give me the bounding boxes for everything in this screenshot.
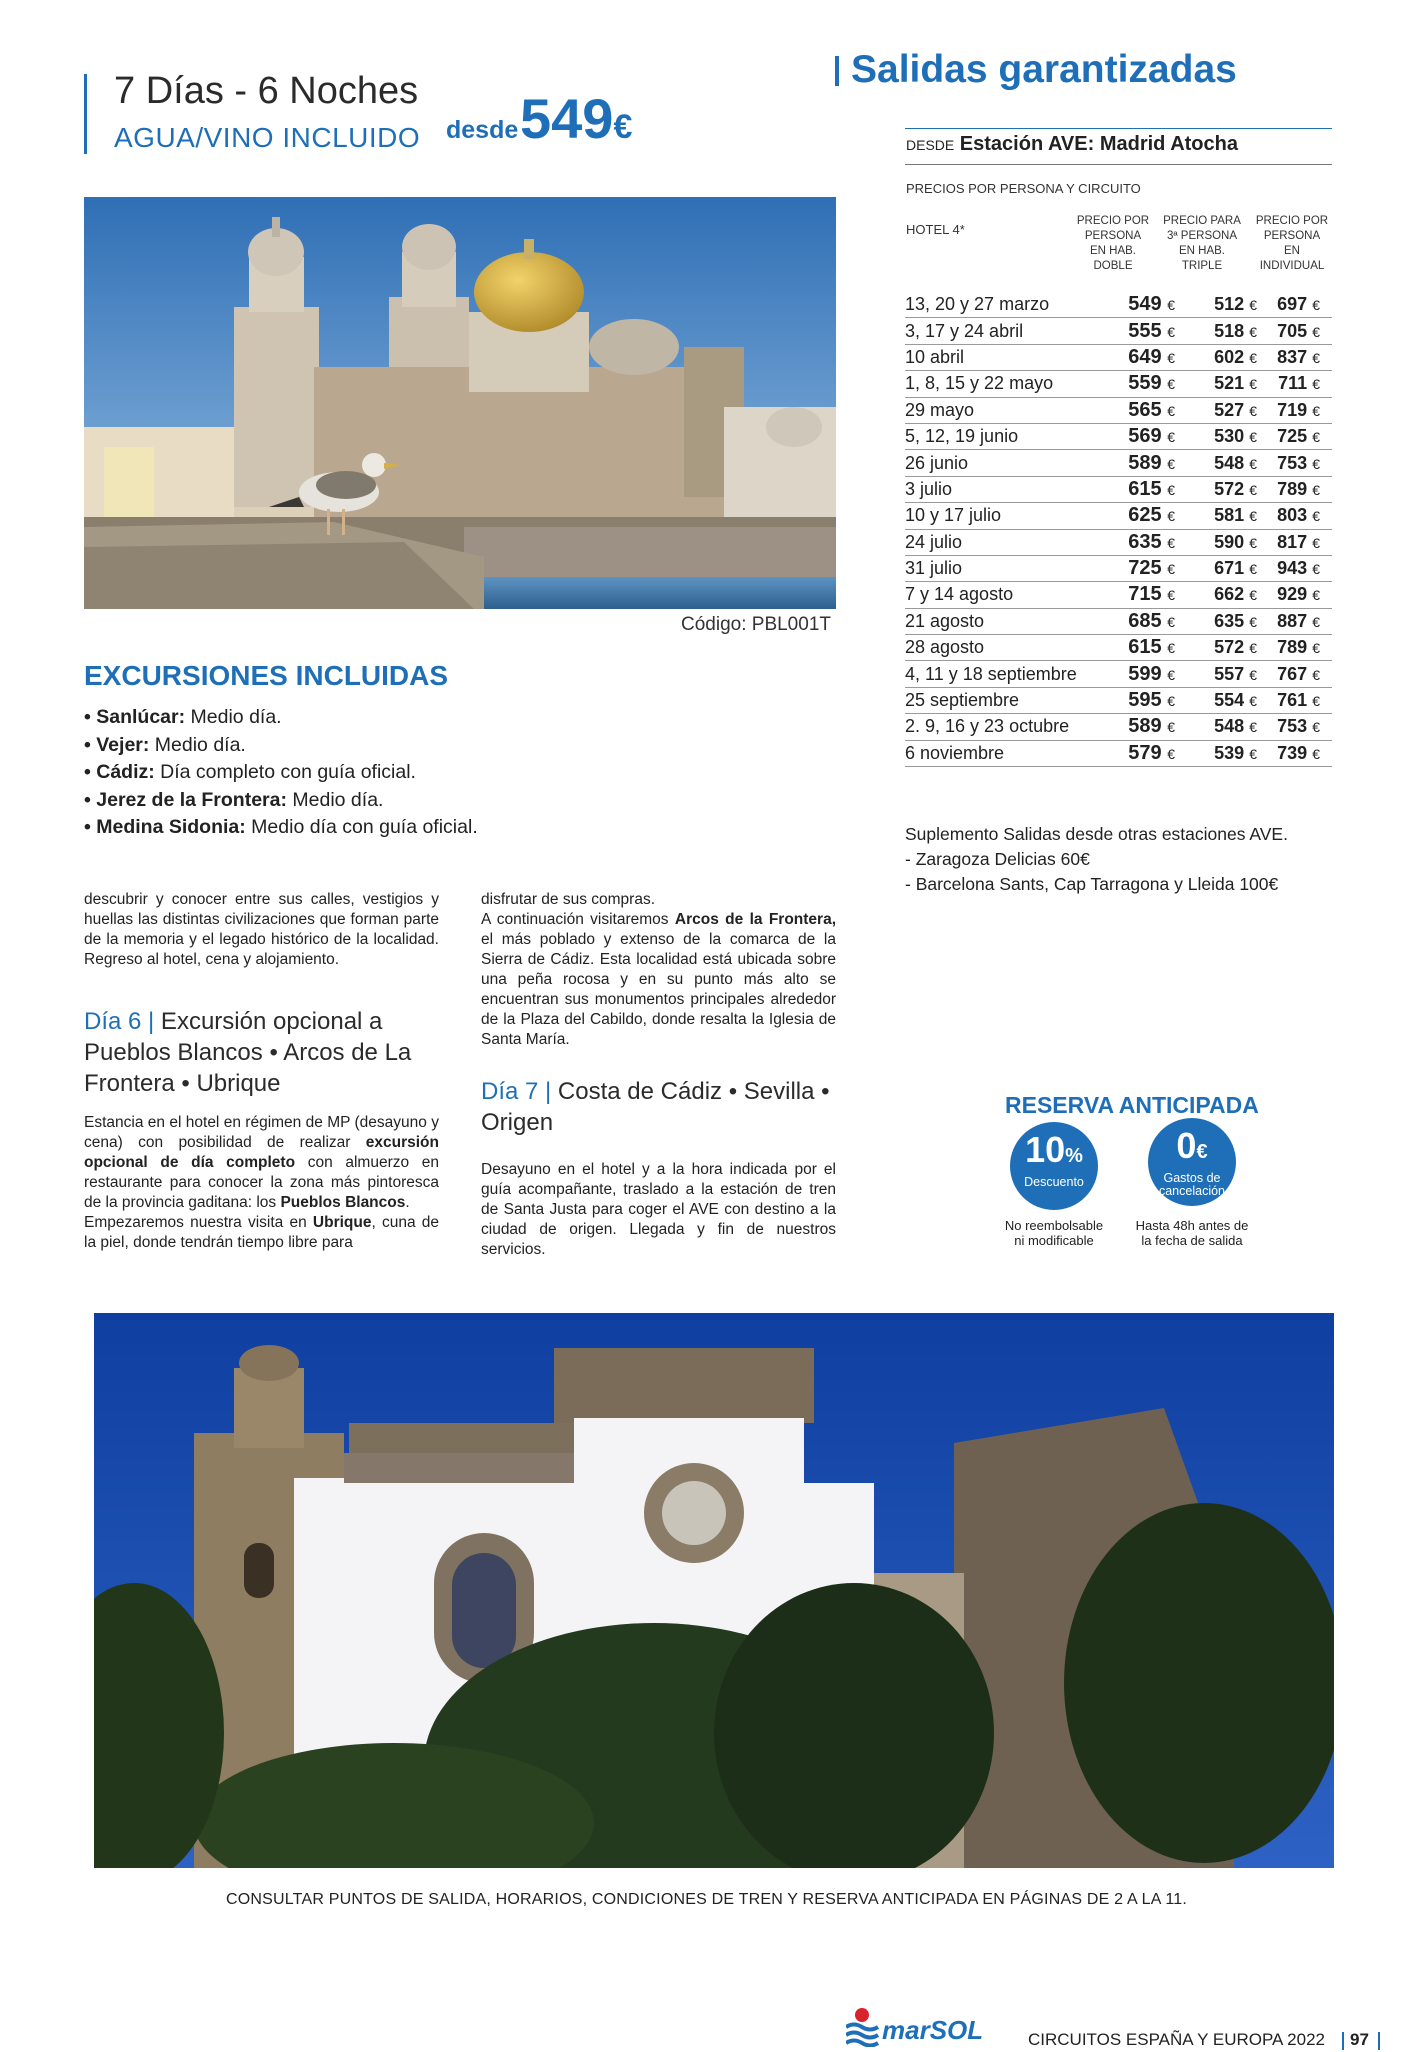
price-doble: 599 € <box>1095 661 1185 687</box>
supplements: Suplemento Salidas desde otras estaciones AVE. - Zaragoza Delicias 60€ - Barcelona Sants, Cap Tarragona y Lleida 100€ <box>905 824 1288 894</box>
price-triple: 572 € <box>1185 476 1263 502</box>
table-row <box>905 582 1332 608</box>
col-header-individual: PRECIO POR PERSONA EN INDIVIDUAL <box>1255 215 1329 272</box>
page-bar <box>1378 2032 1380 2050</box>
early-booking-title: RESERVA ANTICIPADA <box>1005 1092 1259 1118</box>
table-row <box>905 529 1332 555</box>
table-row <box>905 503 1332 529</box>
table-row <box>905 661 1332 687</box>
list-item: • Jerez de la Frontera: Medio día. <box>84 787 744 815</box>
price-doble: 595 € <box>1095 687 1185 713</box>
table-row <box>905 608 1332 634</box>
price-triple: 590 € <box>1185 529 1263 555</box>
price-doble: 579 € <box>1095 740 1185 766</box>
table-row <box>905 371 1332 397</box>
page-bar <box>1342 2032 1344 2050</box>
day6-text: Estancia en el hotel en régimen de MP (desayuno y cena) con posibilidad de realizar excursión opcional de día completo con almuerzo en restaurante para conocer la zona más pintoresca de la provincia gaditana: los Pueblos Blancos. Empezaremos nuestra visita en Ubrique, cuna de la piel, donde tendrán tiempo libre para <box>84 1114 439 1251</box>
table-row <box>905 318 1332 344</box>
list-item: • Sanlúcar: Medio día. <box>84 704 744 732</box>
departure-date: 24 julio <box>905 529 1095 555</box>
price-individual: 761 € <box>1263 687 1332 713</box>
trip-duration-title: 7 Días - 6 Noches <box>114 70 419 112</box>
price-individual: 837 € <box>1263 344 1332 370</box>
price-doble: 555 € <box>1095 318 1185 344</box>
price-triple: 530 € <box>1185 423 1263 449</box>
price-doble: 569 € <box>1095 423 1185 449</box>
price-individual: 753 € <box>1263 714 1332 740</box>
price-triple: 548 € <box>1185 450 1263 476</box>
list-item: • Cádiz: Día completo con guía oficial. <box>84 759 744 787</box>
salidas-accent-bar <box>835 56 839 86</box>
list-item: • Medina Sidonia: Medio día con guía oficial. <box>84 814 744 842</box>
day6-heading: Día 6 | Excursión opcional a Pueblos Blancos • Arcos de La Frontera • Ubrique <box>84 1008 412 1097</box>
cancellation-badge: 0€ Gastos de cancelación <box>1148 1118 1236 1206</box>
price-doble: 559 € <box>1095 371 1185 397</box>
price-doble: 725 € <box>1095 555 1185 581</box>
price-triple: 662 € <box>1185 582 1263 608</box>
price-individual: 719 € <box>1263 397 1332 423</box>
page-number: 97 <box>1350 2030 1369 2049</box>
table-row <box>905 635 1332 661</box>
svg-text:marSOL: marSOL <box>882 2015 984 2045</box>
departure-date: 31 julio <box>905 555 1095 581</box>
departure-date: 1, 8, 15 y 22 mayo <box>905 371 1095 397</box>
departure-date: 21 agosto <box>905 608 1095 634</box>
price-triple: 572 € <box>1185 635 1263 661</box>
salidas-title: Salidas garantizadas <box>851 48 1237 91</box>
itinerary-col2-text: disfrutar de sus compras. A continuación visitaremos Arcos de la Frontera, el más poblado y extenso de la comarca de la Sierra de Cádiz. Esta localidad está ubicada sobre una peña rocosa y en su punto más alto se encuentran sus monumentos principales alrededor de la Plaza del Cabildo, donde resalta la Iglesia de Santa María. <box>481 891 836 1048</box>
price-doble: 649 € <box>1095 344 1185 370</box>
prices-caption: PRECIOS POR PERSONA Y CIRCUITO <box>906 181 1141 196</box>
price-doble: 615 € <box>1095 635 1185 661</box>
price-triple: 602 € <box>1185 344 1263 370</box>
day7-text: Desayuno en el hotel y a la hora indicada por el guía acompañante, traslado a la estación de tren de Santa Justa para coger el AVE con destino a la ciudad de origen. Llegada y fin de nuestros servicios. <box>481 1161 836 1258</box>
table-row <box>905 687 1332 713</box>
price-individual: 929 € <box>1263 582 1332 608</box>
price-triple: 527 € <box>1185 397 1263 423</box>
price-triple: 635 € <box>1185 608 1263 634</box>
price-individual: 767 € <box>1263 661 1332 687</box>
itinerary-col1-intro: descubrir y conocer entre sus calles, vestigios y huellas las distintas civilizaciones que forman parte de la memoria y el legado histórico de la localidad. Regreso al hotel, cena y alojamiento. <box>84 891 439 968</box>
price-doble: 549 € <box>1095 292 1185 318</box>
price-individual: 789 € <box>1263 476 1332 502</box>
church-photo <box>94 1313 1334 1868</box>
divider <box>905 164 1332 165</box>
table-row <box>905 344 1332 370</box>
departure-date: 3 julio <box>905 476 1095 502</box>
divider <box>905 128 1332 129</box>
marsol-logo <box>846 2007 1016 2052</box>
price-individual: 705 € <box>1263 318 1332 344</box>
col-header-triple: PRECIO PARA 3ª PERSONA EN HAB. TRIPLE <box>1163 215 1241 272</box>
table-row <box>905 714 1332 740</box>
departure-date: 26 junio <box>905 450 1095 476</box>
consult-note: CONSULTAR PUNTOS DE SALIDA, HORARIOS, CONDICIONES DE TREN Y RESERVA ANTICIPADA EN PÁGINAS DE 2 A LA 11. <box>225 1891 1188 1908</box>
catalog-name: CIRCUITOS ESPAÑA Y EUROPA 2022 <box>1028 2030 1325 2049</box>
price-triple: 554 € <box>1185 687 1263 713</box>
discount-badge: 10% Descuento <box>1010 1122 1098 1210</box>
departure-date: 29 mayo <box>905 397 1095 423</box>
departure-date: 10 abril <box>905 344 1095 370</box>
trip-subtitle: AGUA/VINO INCLUIDO <box>114 122 421 153</box>
departure-date: 25 septiembre <box>905 687 1095 713</box>
departure-date: 4, 11 y 18 septiembre <box>905 661 1095 687</box>
price-individual: 725 € <box>1263 423 1332 449</box>
price-doble: 589 € <box>1095 714 1185 740</box>
departure-date: 13, 20 y 27 marzo <box>905 292 1095 318</box>
price-triple: 548 € <box>1185 714 1263 740</box>
discount-note: No reembolsable ni modificable <box>1004 1218 1104 1248</box>
price-doble: 685 € <box>1095 608 1185 634</box>
price-triple: 539 € <box>1185 740 1263 766</box>
price-doble: 625 € <box>1095 503 1185 529</box>
prices-table <box>905 292 1332 767</box>
price-individual: 817 € <box>1263 529 1332 555</box>
departure-date: 7 y 14 agosto <box>905 582 1095 608</box>
departure-date: 28 agosto <box>905 635 1095 661</box>
col-header-doble: PRECIO POR PERSONA EN HAB. DOBLE <box>1076 215 1150 272</box>
departure-date: 2. 9, 16 y 23 octubre <box>905 714 1095 740</box>
excursions-list <box>84 704 744 842</box>
table-row <box>905 292 1332 318</box>
departure-date: 6 noviembre <box>905 740 1095 766</box>
excursions-title: EXCURSIONES INCLUIDAS <box>84 660 449 691</box>
price-individual: 943 € <box>1263 555 1332 581</box>
list-item: • Vejer: Medio día. <box>84 732 744 760</box>
price-individual: 711 € <box>1263 371 1332 397</box>
table-row <box>905 555 1332 581</box>
price-doble: 635 € <box>1095 529 1185 555</box>
departure-date: 3, 17 y 24 abril <box>905 318 1095 344</box>
table-row <box>905 423 1332 449</box>
price-triple: 512 € <box>1185 292 1263 318</box>
price-doble: 615 € <box>1095 476 1185 502</box>
price-doble: 565 € <box>1095 397 1185 423</box>
price-from-value: 549€ <box>520 87 633 150</box>
table-row <box>905 476 1332 502</box>
header-accent-bar <box>84 74 87 154</box>
price-individual: 803 € <box>1263 503 1332 529</box>
table-row <box>905 397 1332 423</box>
price-individual: 789 € <box>1263 635 1332 661</box>
price-triple: 521 € <box>1185 371 1263 397</box>
price-doble: 589 € <box>1095 450 1185 476</box>
day7-heading: Día 7 | Costa de Cádiz • Sevilla • Origen <box>481 1078 830 1136</box>
price-individual: 697 € <box>1263 292 1332 318</box>
departure-date: 10 y 17 julio <box>905 503 1095 529</box>
price-individual: 753 € <box>1263 450 1332 476</box>
cancellation-note: Hasta 48h antes de la fecha de salida <box>1135 1218 1249 1248</box>
table-row <box>905 450 1332 476</box>
table-row <box>905 740 1332 766</box>
cadiz-cathedral-photo <box>84 197 836 609</box>
price-individual: 887 € <box>1263 608 1332 634</box>
price-triple: 671 € <box>1185 555 1263 581</box>
price-individual: 739 € <box>1263 740 1332 766</box>
departure-date: 5, 12, 19 junio <box>905 423 1095 449</box>
price-triple: 557 € <box>1185 661 1263 687</box>
price-from-label: desde <box>446 116 519 144</box>
price-doble: 715 € <box>1095 582 1185 608</box>
price-triple: 518 € <box>1185 318 1263 344</box>
price-triple: 581 € <box>1185 503 1263 529</box>
product-code: Código: PBL001T <box>681 614 831 635</box>
departure-station: DESDE Estación AVE: Madrid Atocha <box>906 133 1238 155</box>
hotel-category: HOTEL 4* <box>906 222 965 237</box>
